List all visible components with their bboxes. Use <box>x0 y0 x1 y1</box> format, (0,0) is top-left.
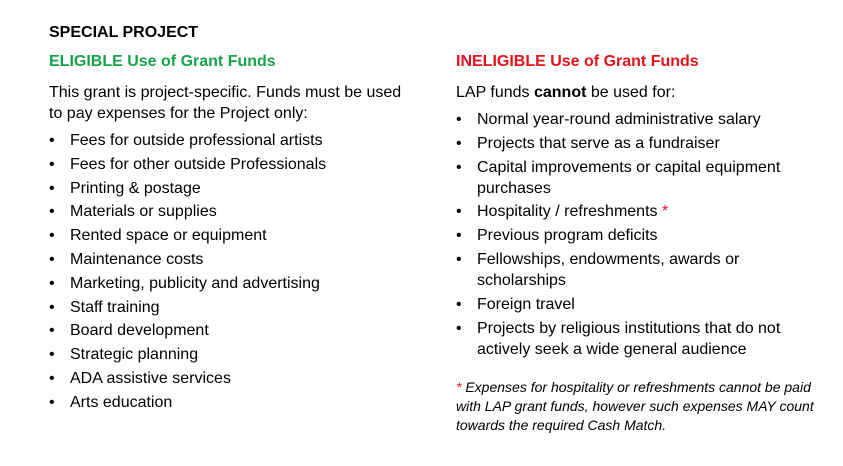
list-item: • Materials or supplies <box>49 203 217 221</box>
bullet-icon: • <box>49 132 55 149</box>
ineligible-list <box>456 109 826 360</box>
bullet-icon: • <box>49 227 55 245</box>
list-item: • Fees for other outside Professionals <box>49 155 327 173</box>
ineligible-column <box>456 53 826 435</box>
list-item: • ADA assistive services <box>49 369 231 387</box>
bullet-icon: • <box>49 322 55 340</box>
bullet-icon: • <box>49 250 55 268</box>
list-item: • Fellowships, endowments, awards or scholarships <box>456 250 740 289</box>
bullet-icon: • <box>49 393 55 411</box>
list-item: • Fees for outside professional artists <box>49 132 323 149</box>
list-item: • Rented space or equipment <box>49 227 267 245</box>
list-item: • Projects by religious institutions that do not actively seek a wide general audience <box>456 319 781 358</box>
list-item: • Projects that serve as a fundraiser <box>456 134 720 152</box>
bullet-icon: • <box>49 274 55 292</box>
list-item: • Normal year-round administrative salary <box>456 111 761 128</box>
bullet-icon: • <box>456 227 462 245</box>
eligible-intro: This grant is project-specific. Funds must be used to pay expenses for the Project only: <box>49 84 402 122</box>
bullet-icon: • <box>456 295 462 313</box>
bullet-icon: • <box>49 203 55 221</box>
eligible-title: ELIGIBLE Use of Grant Funds <box>49 53 276 70</box>
eligible-column <box>49 53 409 416</box>
list-item: • Staff training <box>49 298 160 316</box>
ineligible-title: INELIGIBLE Use of Grant Funds <box>456 53 699 70</box>
bullet-icon: • <box>49 346 55 364</box>
list-item: • Capital improvements or capital equipment purchases <box>456 158 781 197</box>
ineligible-intro: LAP funds cannot be used for: <box>456 84 676 101</box>
bullet-icon: • <box>456 250 462 268</box>
asterisk-mark: * <box>661 203 669 221</box>
list-item: • Strategic planning <box>49 346 199 364</box>
list-item: • Marketing, publicity and advertising <box>49 274 320 292</box>
bullet-icon: • <box>49 155 55 173</box>
bullet-icon: • <box>456 111 462 128</box>
bullet-icon: • <box>456 134 462 152</box>
bullet-icon: • <box>49 298 55 316</box>
footnote: * Expenses for hospitality or refreshments cannot be paid with LAP grant funds, however such expenses MAY count towards the required Cash Match. <box>456 378 814 433</box>
list-item: • Board development <box>49 322 209 340</box>
bullet-icon: • <box>49 369 55 387</box>
page-title: SPECIAL PROJECT <box>49 24 199 41</box>
bullet-icon: • <box>456 203 462 221</box>
list-item: • Hospitality / refreshments * <box>456 203 669 221</box>
bullet-icon: • <box>456 158 462 176</box>
eligible-list <box>49 130 409 413</box>
list-item: • Previous program deficits <box>456 227 658 245</box>
list-item: • Printing & postage <box>49 179 201 197</box>
asterisk-mark: * <box>456 378 462 395</box>
list-item: • Foreign travel <box>456 295 575 313</box>
bullet-icon: • <box>49 179 55 197</box>
list-item: • Maintenance costs <box>49 250 204 268</box>
list-item: • Arts education <box>49 393 173 411</box>
bullet-icon: • <box>456 319 462 337</box>
